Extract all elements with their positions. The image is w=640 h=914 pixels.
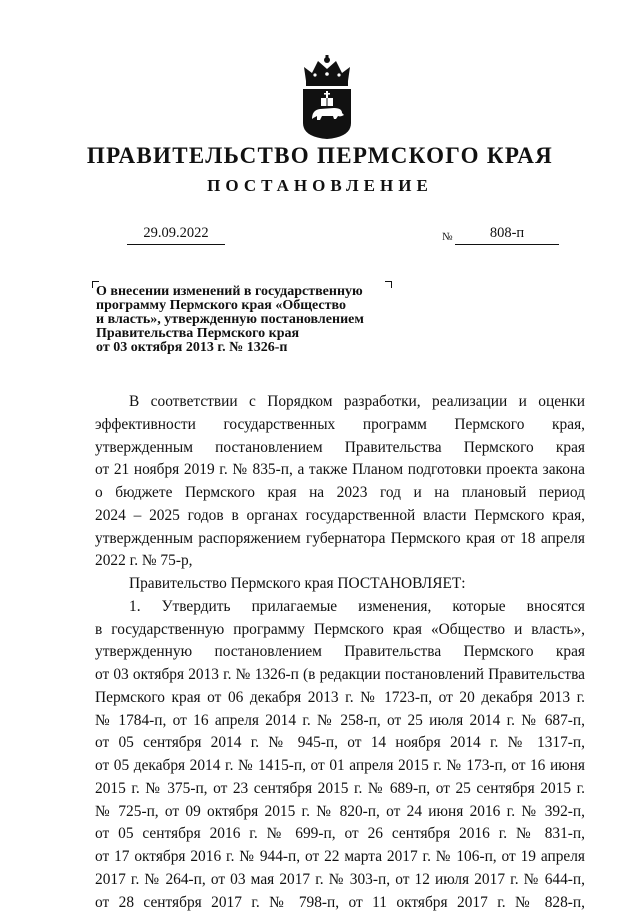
body-line: В соответствии с Порядком разработки, реализации и оценки bbox=[95, 391, 585, 414]
body-line: от 05 сентября 2016 г. № 699-п, от 26 сентября 2016 г. № 831-п, bbox=[95, 823, 585, 846]
body-line: утвержденным распоряжением губернатора Пермского края от 18 апреля bbox=[95, 528, 585, 551]
coat-of-arms-icon bbox=[300, 55, 354, 139]
body-line: от 05 сентября 2014 г. № 945-п, от 14 ноября 2014 г. № 1317-п, bbox=[95, 732, 585, 755]
body-line: эффективности государственных программ Пермского края, bbox=[95, 414, 585, 437]
body-line: Правительство Пермского края ПОСТАНОВЛЯЕТ: bbox=[95, 573, 585, 596]
body-line: 2022 г. № 75-р, bbox=[95, 550, 585, 573]
body-line: 2024 – 2025 годов в органах государственной власти Пермского края, bbox=[95, 505, 585, 528]
subject-line: О внесении изменений в государственную bbox=[96, 285, 396, 299]
body-line: № 725-п, от 09 октября 2015 г. № 820-п, от 24 июня 2016 г. № 392-п, bbox=[95, 801, 585, 824]
body-line: 2015 г. № 375-п, от 23 сентября 2015 г. № 689-п, от 25 сентября 2015 г. bbox=[95, 778, 585, 801]
subject-line: от 03 октября 2013 г. № 1326-п bbox=[96, 341, 396, 355]
document-date: 29.09.2022 bbox=[127, 225, 225, 245]
subject-line: программу Пермского края «Общество bbox=[96, 299, 396, 313]
body-line: от 03 октября 2013 г. № 1326-п (в редакции постановлений Правительства bbox=[95, 664, 585, 687]
body-line: утвержденную постановлением Правительства Пермского края bbox=[95, 641, 585, 664]
body-line: утвержденным постановлением Правительства Пермского края bbox=[95, 437, 585, 460]
body-line: в государственную программу Пермского края «Общество и власть», bbox=[95, 619, 585, 642]
document-body bbox=[95, 391, 585, 914]
body-line: о бюджете Пермского края на 2023 год и на плановый период bbox=[95, 482, 585, 505]
document-type: ПОСТАНОВЛЕНИЕ bbox=[0, 176, 640, 196]
body-line: от 21 ноября 2019 г. № 835-п, а также Планом подготовки проекта закона bbox=[95, 459, 585, 482]
body-line: Пермского края от 06 декабря 2013 г. № 1723-п, от 20 декабря 2013 г. bbox=[95, 687, 585, 710]
document-number: 808-п bbox=[455, 225, 559, 245]
document-subject bbox=[96, 285, 396, 355]
number-sign: № bbox=[442, 231, 453, 243]
government-title: ПРАВИТЕЛЬСТВО ПЕРМСКОГО КРАЯ bbox=[0, 143, 640, 169]
body-line: от 05 декабря 2014 г. № 1415-п, от 01 апреля 2015 г. № 173-п, от 16 июня bbox=[95, 755, 585, 778]
subject-line: и власть», утвержденную постановлением bbox=[96, 313, 396, 327]
body-line: № 1784-п, от 16 апреля 2014 г. № 258-п, от 25 июля 2014 г. № 687-п, bbox=[95, 710, 585, 733]
body-line: 1. Утвердить прилагаемые изменения, которые вносятся bbox=[95, 596, 585, 619]
subject-line: Правительства Пермского края bbox=[96, 327, 396, 341]
body-line: от 17 октября 2016 г. № 944-п, от 22 марта 2017 г. № 106-п, от 19 апреля bbox=[95, 846, 585, 869]
body-line: 2017 г. № 264-п, от 03 мая 2017 г. № 303-п, от 12 июля 2017 г. № 644-п, bbox=[95, 869, 585, 892]
body-line: от 28 сентября 2017 г. № 798-п, от 11 октября 2017 г. № 828-п, bbox=[95, 892, 585, 914]
